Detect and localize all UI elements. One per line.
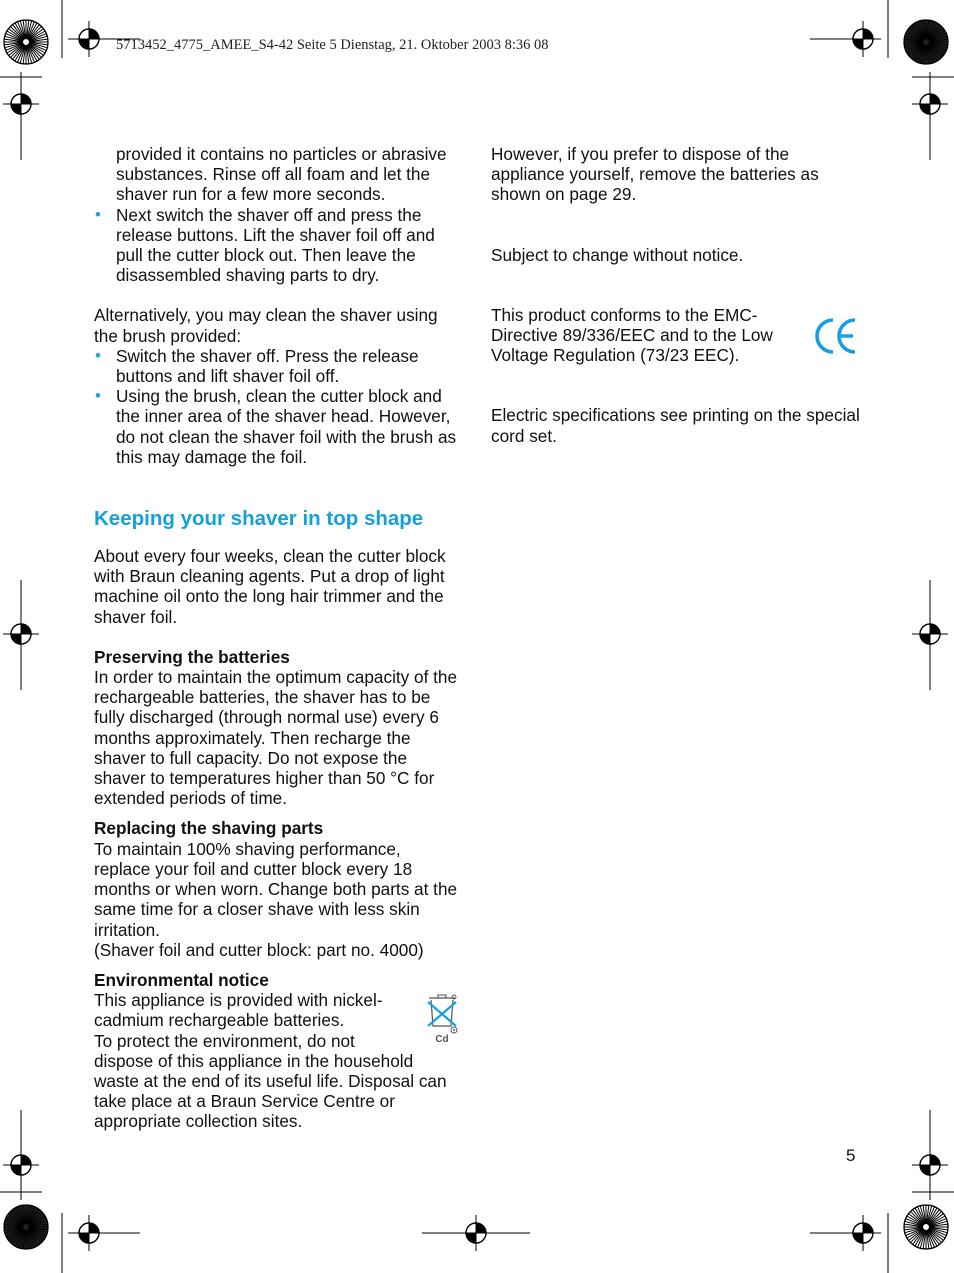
- list-item-text: Switch the shaver off. Press the release buttons and lift shaver foil off.: [116, 345, 419, 387]
- notice-paragraph: Subject to change without notice.: [491, 244, 744, 265]
- list-item-text: Next switch the shaver off and press the release buttons. Lift the shaver foil off and pull the cutter block out. Then leave the disassembled shaving parts to dry.: [116, 204, 435, 286]
- registration-quadrant: [930, 624, 940, 634]
- environment-heading: Environmental notice: [94, 969, 269, 990]
- registration-quadrant: [21, 624, 31, 634]
- environment-line: This appliance is provided with nickel-: [94, 990, 383, 1011]
- weee-label: Cd: [435, 1034, 449, 1045]
- registration-quadrant: [79, 1233, 89, 1243]
- page-number: 5: [846, 1146, 856, 1165]
- print-slug: 5713452_4775_AMEE_S4-42 Seite 5 Dienstag, 21. Oktober 2003 8:36 08: [116, 37, 549, 53]
- registration-quadrant: [11, 1165, 21, 1175]
- emc-line: This product conforms to the EMC-: [491, 304, 758, 325]
- registration-quadrant: [863, 29, 873, 39]
- list-item: [94, 346, 460, 386]
- environment-line: cadmium rechargeable batteries.: [94, 1010, 345, 1031]
- registration-quadrant: [11, 104, 21, 114]
- replacing-paragraph: To maintain 100% shaving performance, replace your foil and cutter block every 18 months or when worn. Change both parts at the same time for a closer shave with less skin irritation.: [94, 838, 458, 940]
- alternative-paragraph: Alternatively, you may clean the shaver using the brush provided:: [94, 305, 438, 346]
- registration-quadrant: [920, 1165, 930, 1175]
- registration-quadrant: [930, 1155, 940, 1165]
- registration-quadrant: [853, 1233, 863, 1243]
- crossed-bin-icon: [424, 992, 460, 1044]
- cleaning-steps-list: [94, 205, 460, 286]
- emc-line: Voltage Regulation (73/23 EEC).: [491, 345, 740, 366]
- bullet-icon: •: [95, 345, 101, 365]
- bullet-icon: •: [95, 204, 101, 224]
- electric-paragraph: Electric specifications see printing on the special cord set.: [491, 405, 860, 446]
- batteries-heading: Preserving the batteries: [94, 646, 290, 667]
- list-item-text: Using the brush, clean the cutter block and the inner area of the shaver head. However, do not clean the shaver foil with the brush as this may damage the foil.: [116, 386, 457, 467]
- registration-quadrant: [89, 1223, 99, 1233]
- environment-block: [94, 990, 460, 1131]
- batteries-paragraph: In order to maintain the optimum capacity of the rechargeable batteries, the shaver has to be fully discharged (through normal use) every 6 months approximately. Then recharge the shaver to full capacity. Do not expose the shaver to temperatures higher than 50 °C for extended periods of time.: [94, 667, 458, 809]
- maintenance-paragraph: About every four weeks, clean the cutter block with Braun cleaning agents. Put a drop of light machine oil onto the long hair trimmer and the shaver foil.: [94, 546, 446, 627]
- part-number-note: (Shaver foil and cutter block: part no. 4000): [94, 939, 424, 960]
- continued-paragraph: provided it contains no particles or abrasive substances. Rinse off all foam and let the shaver run for a few more seconds.: [116, 144, 447, 205]
- registration-quadrant: [466, 1233, 476, 1243]
- registration-quadrant: [21, 1155, 31, 1165]
- environment-paragraph: dispose of this appliance in the household waste at the end of its useful life. Disposal can take place at a Braun Service Centre or appropriate collection sites.: [94, 1050, 447, 1132]
- registration-quadrant: [79, 39, 89, 49]
- bullet-icon: •: [95, 386, 101, 406]
- replacing-heading: Replacing the shaving parts: [94, 818, 324, 839]
- brush-steps-list: [94, 346, 460, 467]
- left-column: [94, 144, 460, 1132]
- registration-quadrant: [920, 104, 930, 114]
- ce-mark-icon: [814, 315, 858, 357]
- registration-quadrant: [89, 29, 99, 39]
- dispose-paragraph: However, if you prefer to dispose of the appliance yourself, remove the batteries as shown on page 29.: [491, 144, 819, 205]
- registration-quadrant: [853, 39, 863, 49]
- registration-quadrant: [11, 634, 21, 644]
- environment-line: To protect the environment, do not: [94, 1030, 355, 1051]
- list-item: [94, 205, 460, 286]
- emc-block: [491, 305, 861, 366]
- registration-quadrant: [863, 1223, 873, 1233]
- registration-quadrant: [476, 1223, 486, 1233]
- list-item: [94, 386, 460, 467]
- right-column: [491, 144, 861, 446]
- registration-quadrant: [920, 634, 930, 644]
- emc-line: Directive 89/336/EEC and to the Low: [491, 325, 773, 346]
- section-title: Keeping your shaver in top shape: [94, 507, 424, 531]
- registration-quadrant: [930, 94, 940, 104]
- registration-quadrant: [21, 94, 31, 104]
